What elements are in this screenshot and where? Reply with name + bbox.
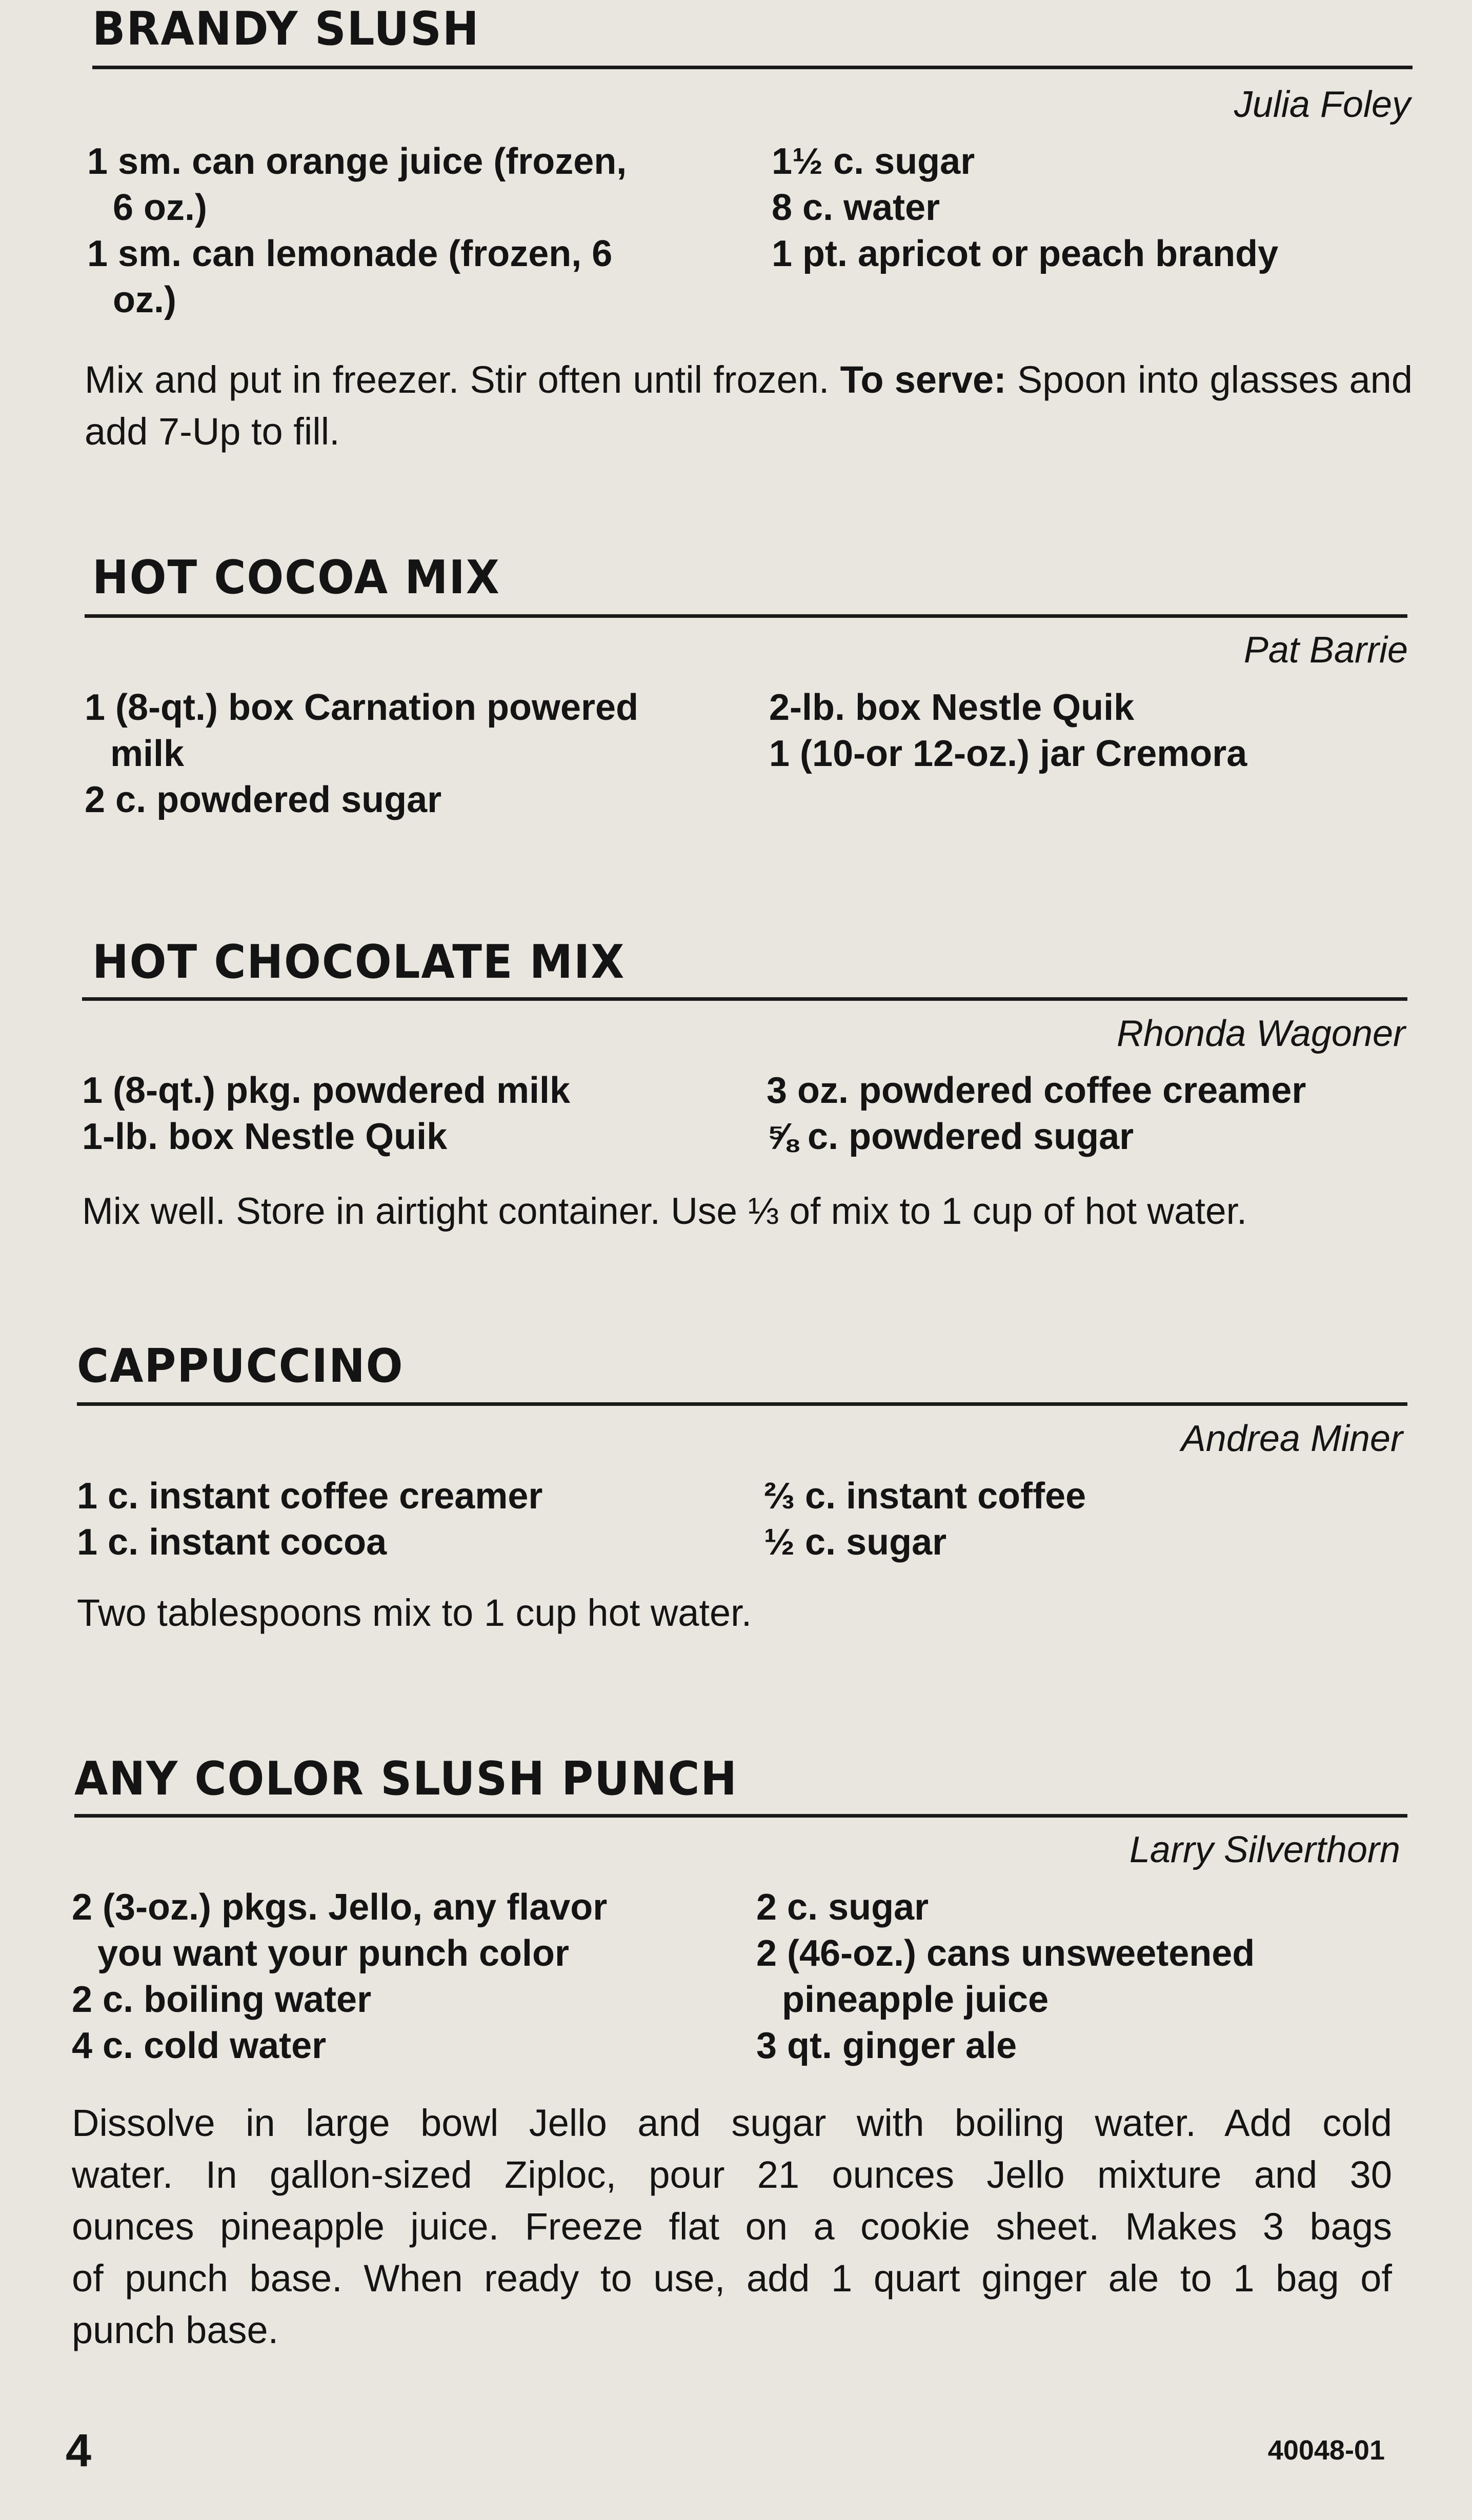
recipe-title: ANY COLOR SLUSH PUNCH [74, 1752, 738, 1806]
ingredient-line: 1 (10-or 12-oz.) jar Cremora [769, 733, 1247, 774]
ingredients-column-2 [772, 138, 1278, 277]
ingredients-column-1 [87, 138, 627, 323]
ingredient-line: 1 sm. can lemonade (frozen, 6 [87, 233, 613, 274]
recipe-title: HOT CHOCOLATE MIX [92, 935, 626, 989]
recipe-directions [85, 354, 1413, 457]
recipe-author: Julia Foley [1234, 84, 1410, 125]
ingredient-line: 2 (46-oz.) cans unsweetened [756, 1933, 1255, 1974]
page-number: 4 [66, 2425, 92, 2476]
directions-text: Mix and put in freezer. Stir often until frozen. [85, 358, 840, 401]
title-rule [77, 1402, 1407, 1406]
ingredient-line: 2 c. sugar [756, 1887, 929, 1928]
recipe-author: Rhonda Wagoner [1116, 1013, 1405, 1054]
title-rule [82, 997, 1407, 1001]
ingredient-line: 3 qt. ginger ale [756, 2025, 1017, 2066]
ingredient-line: pineapple juice [782, 1979, 1049, 2020]
directions-line: water. In gallon-sized Ziploc, pour 21 ounces Jello mixture and 30 [72, 2153, 1392, 2196]
directions-line: of punch base. When ready to use, add 1 quart ginger ale to 1 bag of [72, 2257, 1392, 2300]
ingredient-line: ⅝ c. powdered sugar [767, 1116, 1134, 1157]
directions-line: Dissolve in large bowl Jello and sugar with boiling water. Add cold [72, 2102, 1392, 2144]
ingredient-line: ½ c. sugar [764, 1522, 947, 1563]
directions-emphasis: To serve: [840, 358, 1006, 401]
title-rule [92, 66, 1413, 69]
title-rule [74, 1814, 1407, 1818]
ingredient-line: 4 c. cold water [72, 2025, 327, 2066]
ingredient-line: 6 oz.) [113, 187, 208, 228]
ingredients-column-2 [767, 1067, 1306, 1160]
ingredient-line: 1 (8-qt.) box Carnation powered [85, 687, 639, 728]
ingredients-column-2 [769, 684, 1247, 777]
recipe-author: Pat Barrie [1243, 630, 1408, 671]
ingredient-line: ⅔ c. instant coffee [764, 1476, 1086, 1517]
ingredients-column-1 [82, 1067, 570, 1160]
ingredient-line: oz.) [113, 279, 176, 320]
recipe-directions: Two tablespoons mix to 1 cup hot water. [77, 1591, 752, 1634]
ingredient-line: you want your punch color [97, 1933, 570, 1974]
ingredients-column-1 [77, 1473, 542, 1565]
ingredient-line: 1½ c. sugar [772, 141, 975, 182]
title-rule [85, 614, 1407, 618]
recipe-author: Larry Silverthorn [1129, 1829, 1400, 1870]
directions-line: punch base. [72, 2309, 279, 2351]
ingredient-line: 2 c. boiling water [72, 1979, 372, 2020]
directions-line: ounces pineapple juice. Freeze flat on a cookie sheet. Makes 3 bags [72, 2205, 1392, 2248]
recipe-title: CAPPUCCINO [77, 1339, 404, 1393]
ingredient-line: 2 c. powdered sugar [85, 779, 442, 820]
ingredient-line: milk [110, 733, 185, 774]
ingredient-line: 3 oz. powdered coffee creamer [767, 1070, 1306, 1111]
ingredient-line: 2-lb. box Nestle Quik [769, 687, 1135, 728]
ingredients-column-1 [85, 684, 638, 823]
ingredients-column-1 [72, 1884, 607, 2069]
ingredient-line: 1 c. instant coffee creamer [77, 1476, 543, 1517]
document-code: 40048-01 [1267, 2435, 1385, 2466]
ingredient-line: 1 pt. apricot or peach brandy [772, 233, 1279, 274]
recipe-author: Andrea Miner [1181, 1418, 1403, 1459]
ingredient-line: 8 c. water [772, 187, 940, 228]
ingredient-line: 2 (3-oz.) pkgs. Jello, any flavor [72, 1887, 608, 1928]
directions-text: Spoon into glasses and add 7-Up to fill. [85, 358, 1413, 453]
ingredient-line: 1 c. instant cocoa [77, 1522, 387, 1563]
recipe-directions [72, 2097, 1392, 2356]
recipe-directions: Mix well. Store in airtight container. Use ⅓ of mix to 1 cup of hot water. [82, 1191, 1247, 1232]
recipe-title: HOT COCOA MIX [92, 551, 500, 604]
ingredient-line: 1-lb. box Nestle Quik [82, 1116, 448, 1157]
ingredient-line: 1 sm. can orange juice (frozen, [87, 141, 627, 182]
ingredients-column-2 [756, 1884, 1255, 2069]
ingredient-line: 1 (8-qt.) pkg. powdered milk [82, 1070, 571, 1111]
ingredients-column-2 [764, 1473, 1086, 1565]
recipe-title: BRANDY SLUSH [92, 2, 480, 56]
